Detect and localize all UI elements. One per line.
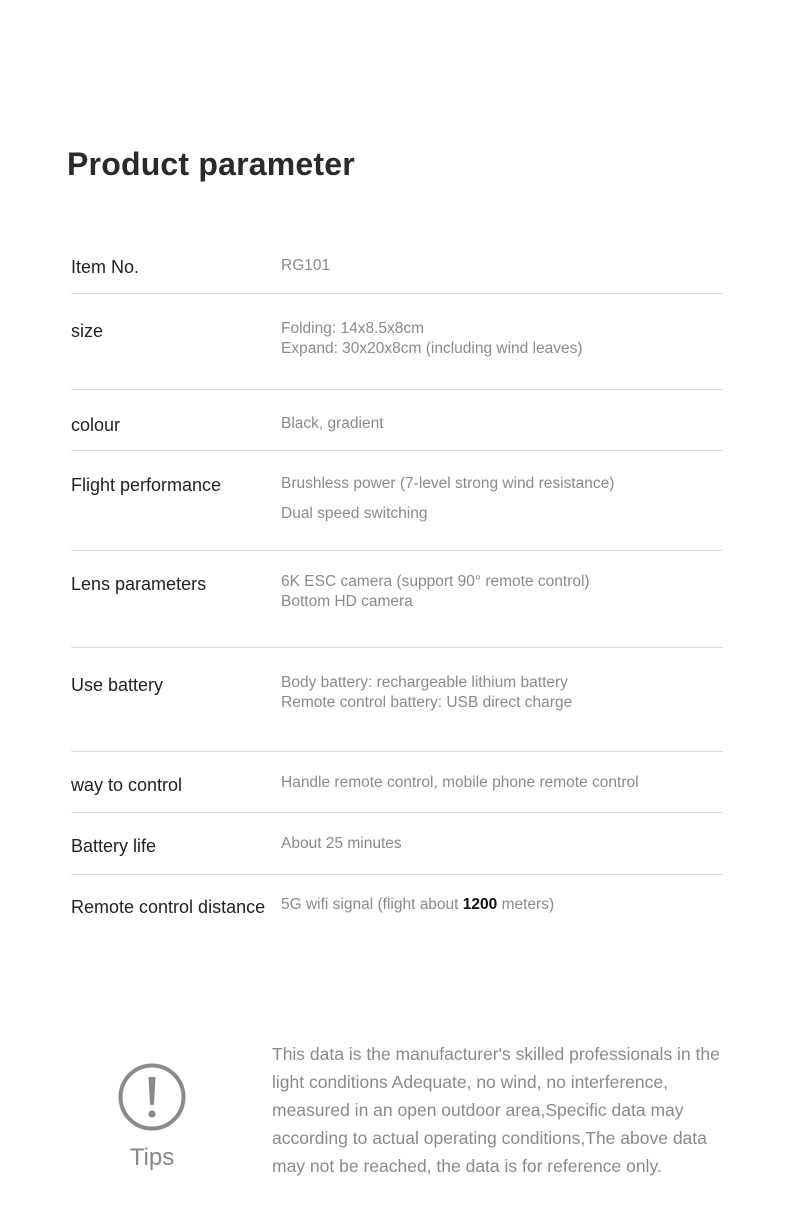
- row-divider: [71, 450, 723, 451]
- row-divider: [71, 874, 723, 875]
- param-value-prefix: 5G wifi signal (flight about: [281, 896, 463, 913]
- param-label: Lens parameters: [71, 574, 207, 594]
- tips-text-line: measured in an open outdoor area,Specific data may: [272, 1100, 684, 1120]
- row-divider: [71, 293, 723, 294]
- param-value-line: Expand: 30x20x8cm (including wind leaves): [281, 340, 583, 357]
- param-value-line: About 25 minutes: [281, 835, 402, 852]
- param-value-line: Remote control battery: USB direct charge: [281, 694, 573, 711]
- row-divider: [71, 550, 723, 551]
- row-divider: [71, 389, 723, 390]
- page-title: Product parameter: [67, 146, 355, 182]
- exclamation-circle-icon: [118, 1063, 186, 1131]
- param-value-line: Bottom HD camera: [281, 593, 413, 610]
- param-value-line: Dual speed switching: [281, 505, 428, 522]
- param-label: Flight performance: [71, 475, 222, 495]
- row-divider: [71, 812, 723, 813]
- param-value: [281, 895, 554, 915]
- param-label: Item No.: [71, 257, 140, 277]
- row-divider: [71, 751, 723, 752]
- param-value-line: Handle remote control, mobile phone remote control: [281, 774, 639, 791]
- param-value: [281, 673, 572, 713]
- param-value-line: 6K ESC camera (support 90° remote control): [281, 573, 590, 590]
- param-value-line: Body battery: rechargeable lithium battery: [281, 674, 568, 691]
- param-value: [281, 469, 614, 529]
- param-label: size: [71, 321, 104, 341]
- param-label: Use battery: [71, 675, 164, 695]
- param-value-line: Brushless power (7-level strong wind resistance): [281, 475, 615, 492]
- param-label: colour: [71, 415, 121, 435]
- param-value: [281, 319, 583, 359]
- param-label: way to control: [71, 775, 183, 795]
- param-value: [281, 834, 402, 854]
- param-value-line: RG101: [281, 257, 331, 274]
- tips-text-line: according to actual operating conditions,The above data: [272, 1128, 707, 1148]
- tips-text-line: light conditions Adequate, no wind, no interference,: [272, 1072, 668, 1092]
- param-value: [281, 572, 590, 612]
- tips-text-line: may not be reached, the data is for reference only.: [272, 1156, 662, 1176]
- row-divider: [71, 647, 723, 648]
- param-value: [281, 773, 639, 793]
- param-value-suffix: meters): [497, 896, 555, 913]
- tips-text: [272, 1040, 742, 1180]
- param-value-bold: 1200: [462, 896, 498, 913]
- param-label: Battery life: [71, 836, 157, 856]
- tips-label: Tips: [129, 1144, 175, 1171]
- tips-text-line: This data is the manufacturer's skilled professionals in the: [272, 1044, 720, 1064]
- param-label: Remote control distance: [71, 897, 266, 917]
- param-value: [281, 256, 330, 276]
- param-value-line: Black, gradient: [281, 415, 384, 432]
- param-value-line: Folding: 14x8.5x8cm: [281, 320, 425, 337]
- param-value: [281, 414, 384, 434]
